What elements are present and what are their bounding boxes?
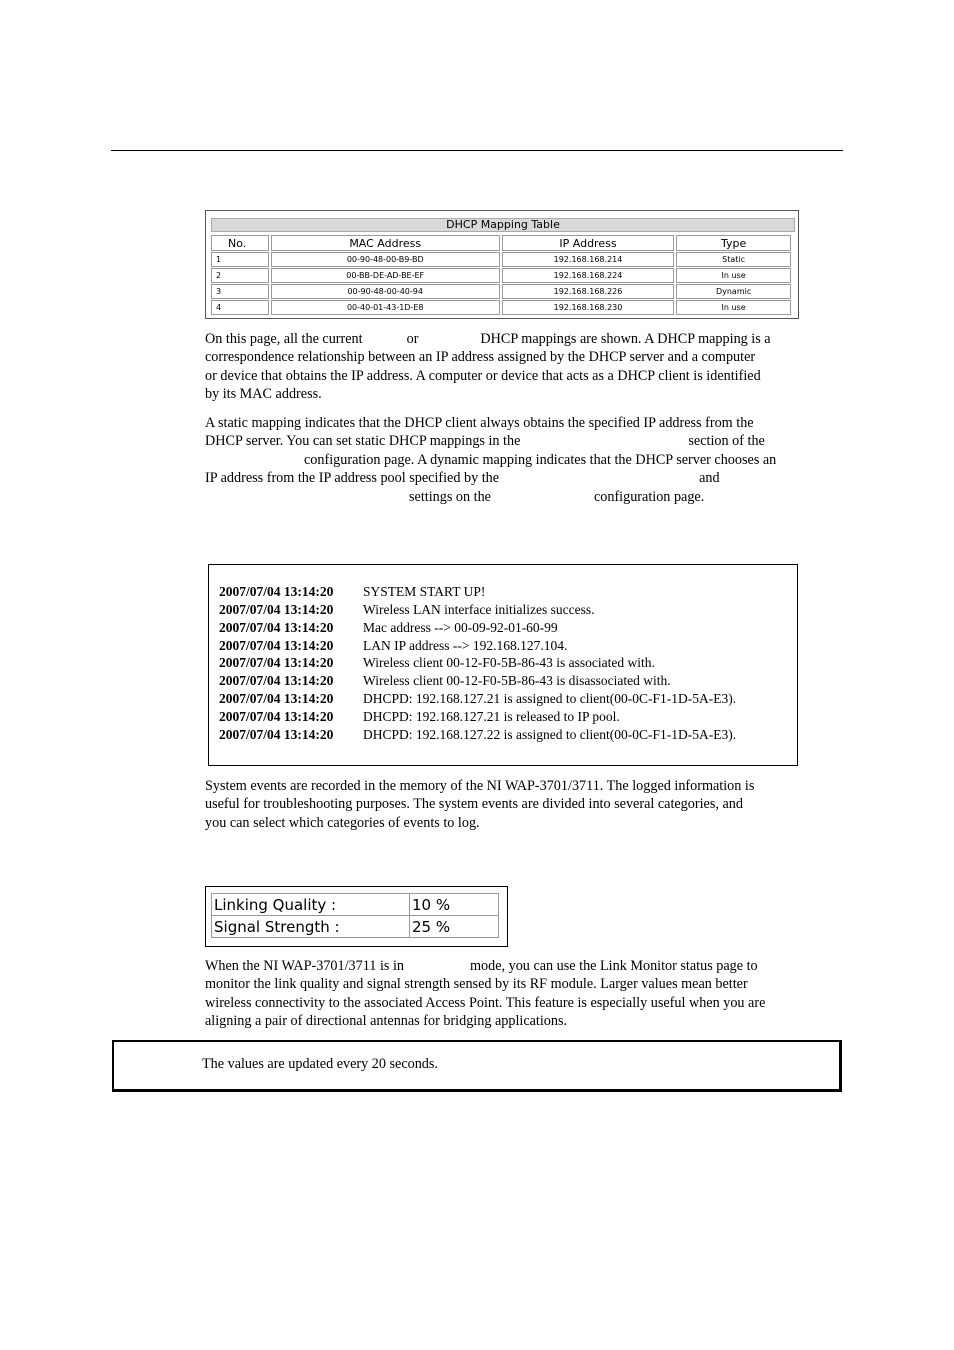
para1-line3: or device that obtains the IP address. A computer or device that acts as a DHCP client is identified [205,367,761,384]
para3-line2: useful for troubleshooting purposes. The system events are divided into several categories, and [205,796,743,813]
para1-line1-part1: On this page, all the current [205,331,363,347]
log-timestamp: 2007/07/04 13:14:20 [219,673,334,688]
log-message: SYSTEM START UP! [363,584,486,599]
cell-no: 3 [211,284,269,299]
note-text: The values are updated every 20 seconds. [202,1056,438,1072]
table-row [212,916,499,938]
para2-line2-part1: DHCP server. You can set static DHCP mappings in the [205,433,521,450]
cell-mac: 00-BB-DE-AD-BE-EF [271,268,500,283]
para2-line1: A static mapping indicates that the DHCP client always obtains the specified IP address from the [205,415,754,431]
log-entry [219,638,567,654]
cell-ip: 192.168.168.230 [502,300,674,315]
note-box [112,1040,842,1092]
cell-type: Dynamic [676,284,791,299]
para4-line4: aligning a pair of directional antennas for bridging applications. [205,1013,568,1030]
cell-ip: 192.168.168.224 [502,268,674,283]
log-entry [219,655,655,671]
cell-type: In use [676,300,791,315]
log-message: Wireless client 00-12-F0-5B-86-43 is associated with. [363,655,655,670]
para2-line4-part1: IP address from the IP address pool specified by the [205,470,500,487]
signal-strength-value: 25 % [410,916,499,938]
cell-mac: 00-40-01-43-1D-E8 [271,300,500,315]
log-message: DHCPD: 192.168.127.21 is released to IP pool. [363,709,620,724]
linking-quality-label: Linking Quality : [212,894,410,916]
log-timestamp: 2007/07/04 13:14:20 [219,709,334,724]
para1-line4: by its MAC address. [205,386,322,403]
para4-line2: monitor the link quality and signal strength sensed by its RF module. Larger values mean better [205,976,748,993]
link-monitor-paragraph [205,957,845,1031]
log-message: LAN IP address --> 192.168.127.104. [363,638,568,653]
para2-line4-part2: and [699,470,720,487]
log-timestamp: 2007/07/04 13:14:20 [219,638,334,653]
cell-mac: 00-90-48-00-40-94 [271,284,500,299]
table-row [212,894,499,916]
column-header-mac: MAC Address [271,235,500,251]
link-monitor-table [211,893,499,938]
log-timestamp: 2007/07/04 13:14:20 [219,602,334,617]
log-message: DHCPD: 192.168.127.22 is assigned to client(00-0C-F1-1D-5A-E3). [363,727,737,742]
dhcp-table-title: DHCP Mapping Table [211,218,795,232]
linking-quality-value: 10 % [410,894,499,916]
cell-no: 2 [211,268,269,283]
signal-strength-label: Signal Strength : [212,916,410,938]
log-message: Mac address --> 00-09-92-01-60-99 [363,620,558,635]
static-mapping-paragraph [205,414,845,506]
cell-ip: 192.168.168.226 [502,284,674,299]
para1-line1-part3: DHCP mappings are shown. A DHCP mapping is a [480,331,771,347]
para2-line5-part2: configuration page. [593,488,705,505]
log-timestamp: 2007/07/04 13:14:20 [219,584,334,599]
system-log-paragraph [205,777,845,832]
dhcp-description-paragraph [205,330,845,404]
cell-type: In use [676,268,791,283]
table-row [211,252,791,267]
column-header-type: Type [676,235,791,251]
log-entry [219,691,736,707]
log-timestamp: 2007/07/04 13:14:20 [219,620,334,635]
log-timestamp: 2007/07/04 13:14:20 [219,655,334,670]
log-entry [219,620,558,636]
dhcp-mapping-table-panel [205,210,799,319]
log-entry [219,584,485,600]
cell-no: 1 [211,252,269,267]
link-monitor-panel [205,886,508,947]
column-header-no: No. [211,235,269,251]
table-row [211,284,791,299]
para4-line1-part1: When the NI WAP-3701/3711 is in [205,958,404,974]
para2-line3: configuration page. A dynamic mapping indicates that the DHCP server chooses an [304,451,777,468]
column-header-ip: IP Address [502,235,674,251]
table-row [211,268,791,283]
log-entry [219,727,736,743]
para2-line5-part1: settings on the [409,488,491,505]
cell-mac: 00-90-48-00-B9-BD [271,252,500,267]
log-entry [219,673,671,689]
table-row [211,300,791,315]
cell-type: Static [676,252,791,267]
para3-line1: System events are recorded in the memory of the NI WAP-3701/3711. The logged information is [205,778,755,794]
cell-no: 4 [211,300,269,315]
log-timestamp: 2007/07/04 13:14:20 [219,691,334,706]
para4-line3: wireless connectivity to the associated Access Point. This feature is especially useful when you are [205,994,766,1011]
para2-line2-part2: section of the [688,433,765,450]
log-message: DHCPD: 192.168.127.21 is assigned to client(00-0C-F1-1D-5A-E3). [363,691,737,706]
para1-line1-part2: or [406,331,419,347]
header-rule [111,150,843,151]
log-entry [219,602,595,618]
para3-line3: you can select which categories of events to log. [205,814,480,831]
table-header-row [211,235,791,251]
system-log-panel [208,564,798,766]
dhcp-mapping-table [209,234,793,316]
para1-line2: correspondence relationship between an IP address assigned by the DHCP server and a computer [205,349,756,366]
para4-line1-part2: mode, you can use the Link Monitor status page to [470,958,758,974]
cell-ip: 192.168.168.214 [502,252,674,267]
log-message: Wireless LAN interface initializes success. [363,602,595,617]
log-timestamp: 2007/07/04 13:14:20 [219,727,334,742]
log-message: Wireless client 00-12-F0-5B-86-43 is disassociated with. [363,673,671,688]
log-entry [219,709,620,725]
